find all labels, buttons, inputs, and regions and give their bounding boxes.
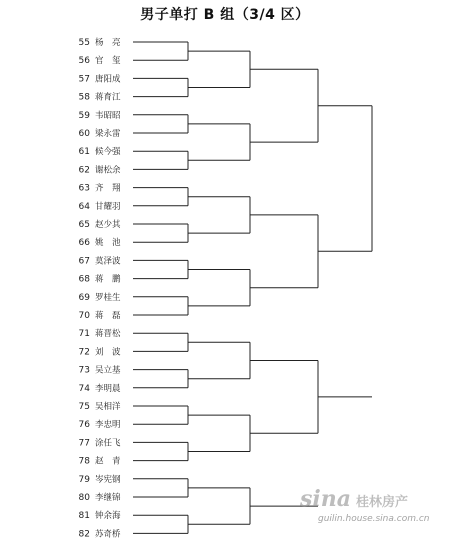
entry-list <box>79 37 121 539</box>
entry-number: 67 <box>78 256 90 267</box>
entry-number: 59 <box>78 110 90 121</box>
entry-name: 蒋 磊 <box>95 311 121 321</box>
entry-name: 李继锦 <box>95 493 121 503</box>
entry-number: 82 <box>78 529 90 540</box>
entry-name: 蒋育江 <box>95 92 121 103</box>
entry-name: 刘 波 <box>95 347 121 358</box>
entry-number: 76 <box>78 420 90 431</box>
entry-name: 苏奇桥 <box>95 529 121 540</box>
entry-name: 吴相洋 <box>95 402 121 412</box>
entry-name: 蒋晋松 <box>95 329 121 340</box>
entry-number: 64 <box>78 201 90 212</box>
entry-number: 60 <box>78 129 90 139</box>
entry-number: 68 <box>78 274 90 285</box>
entry-number: 81 <box>78 511 90 522</box>
entry-name: 罗桂生 <box>95 292 121 303</box>
entry-name: 赵少其 <box>95 220 121 230</box>
entry-name: 赵 青 <box>95 456 121 467</box>
entry-name: 候今强 <box>95 147 121 158</box>
watermark-url: guilin.house.sina.com.cn <box>318 514 430 524</box>
entry-number: 77 <box>78 438 90 449</box>
entry-name: 官 玺 <box>95 56 121 67</box>
watermark-logo: sina <box>300 486 351 512</box>
bracket-lines <box>133 42 372 533</box>
entry-number: 73 <box>78 365 90 376</box>
entry-number: 80 <box>78 493 90 503</box>
entry-name: 梁永雷 <box>95 129 121 139</box>
entry-number: 56 <box>78 56 90 67</box>
entry-name: 唐阳成 <box>95 74 121 85</box>
entry-name: 谢松余 <box>95 165 121 176</box>
entry-number: 72 <box>78 347 90 358</box>
entry-name: 齐 翔 <box>95 183 121 194</box>
entry-number: 55 <box>78 38 90 48</box>
entry-number: 74 <box>78 383 90 394</box>
entry-number: 79 <box>78 474 90 485</box>
entry-number: 69 <box>78 292 90 303</box>
entry-number: 71 <box>78 329 90 340</box>
entry-name: 岑宪钢 <box>95 474 121 485</box>
entry-name: 钟余海 <box>95 511 121 522</box>
entry-name: 李忠明 <box>95 420 121 431</box>
entry-name: 杨 亮 <box>95 38 121 48</box>
entry-name: 韦昭昭 <box>95 110 121 121</box>
entry-number: 70 <box>78 311 90 321</box>
watermark <box>299 486 430 524</box>
entry-name: 李明晨 <box>95 383 121 394</box>
entry-name: 莫泽波 <box>95 256 121 267</box>
entry-number: 61 <box>78 147 90 158</box>
watermark-brand: 桂林房产 <box>356 495 409 510</box>
entry-number: 75 <box>78 402 90 412</box>
entry-number: 57 <box>78 74 90 85</box>
entry-name: 吴立基 <box>95 365 121 376</box>
page-title: 男子单打 B 组（3/4 区） <box>140 7 310 23</box>
entry-name: 涂任飞 <box>95 438 121 449</box>
entry-name: 蒋 鹏 <box>95 274 121 285</box>
entry-number: 63 <box>78 183 90 194</box>
entry-number: 58 <box>78 92 90 103</box>
entry-name: 姚 池 <box>95 238 121 249</box>
entry-number: 66 <box>78 238 90 249</box>
entry-number: 65 <box>78 220 90 230</box>
entry-name: 甘耀羽 <box>95 201 121 212</box>
entry-number: 78 <box>78 456 90 467</box>
entry-number: 62 <box>78 165 90 176</box>
